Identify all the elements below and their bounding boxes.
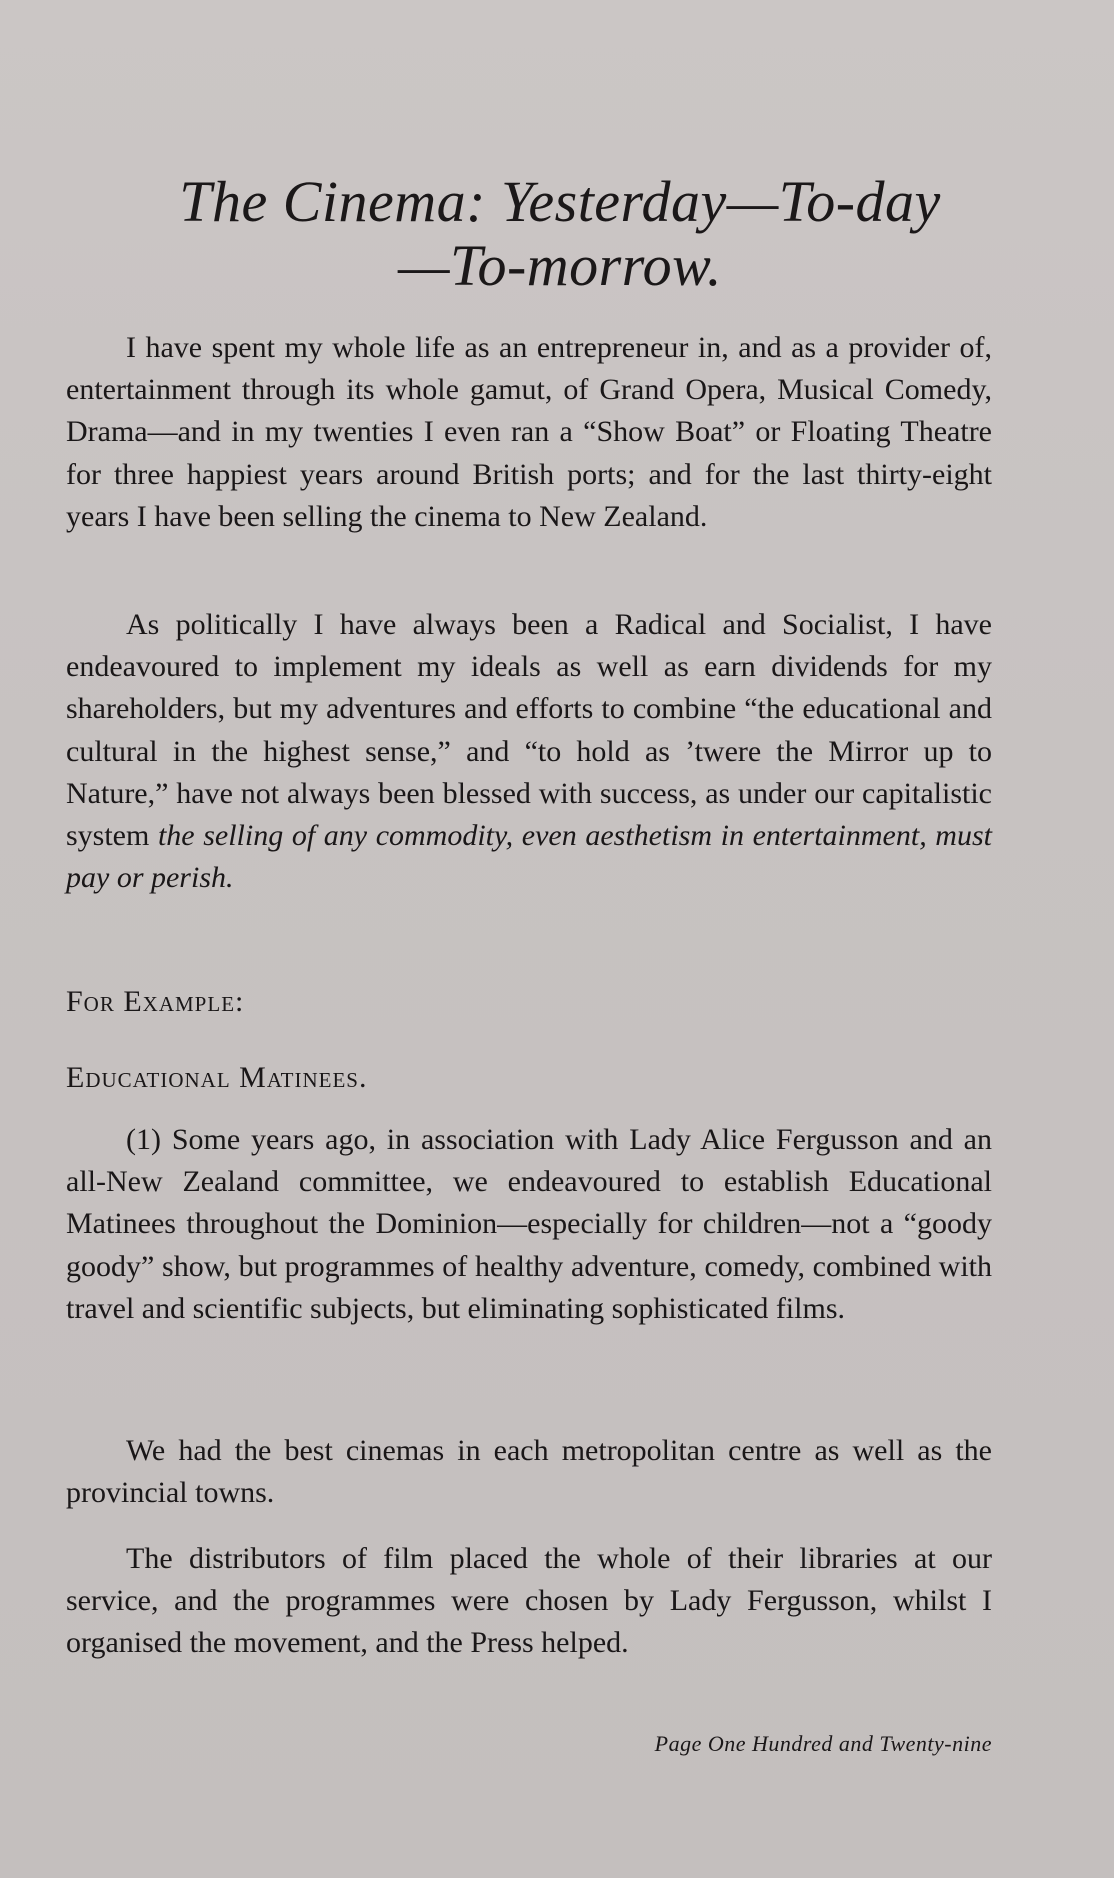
paragraph-cinemas: We had the best cinemas in each metropolitan centre as well as the provincial towns. [66,1434,992,1510]
paragraph-politics [66,604,992,899]
paragraph-politics-text: As politically I have always been a Radical and Socialist, I have endeavoured to implement my ideals as well as earn dividends for my shareholders, but my adventures and efforts to combine “the educational and cultural in the highest sense,” and “to hold as ’twere the Mirror up to Nature,” have not always been blessed with success, as under our capitalistic system [66,608,992,853]
paragraph-matinees: (1) Some years ago, in association with Lady Alice Fergusson and an all-New Zealand committee, we endeavoured to establish Educational Matinees throughout the Dominion—especially for children—not a “goody goody” show, but programmes of healthy adventure, comedy, combined with travel and scientific subjects, but eliminating sophisticated films. [66,1123,992,1325]
paragraph-politics-italic: the selling of any commodity, even aesthetism in entertainment, must pay or perish. [66,819,992,895]
paragraph-distributors: The distributors of film placed the whole of their libraries at our service, and the programmes were chosen by Lady Fergusson, whilst I organised the movement, and the Press helped. [66,1542,992,1660]
page-title-line-2: —To-morrow. [397,233,723,298]
heading-educational-matinees: Educational Matinees. [66,1061,368,1094]
heading-for-example: For Example: [66,985,245,1018]
page-title-line-1: The Cinema: Yesterday—To-day [179,169,941,234]
paragraph-intro: I have spent my whole life as an entrepreneur in, and as a provider of, entertainment through its whole gamut, of Grand Opera, Musical Comedy, Drama—and in my twenties I even ran a “Show Boat” or Floating Theatre for three happiest years around British ports; and for the last thirty-eight years I have been selling the cinema to New Zealand. [66,331,992,533]
page-number-footer: Page One Hundred and Twenty-nine [654,1731,992,1756]
